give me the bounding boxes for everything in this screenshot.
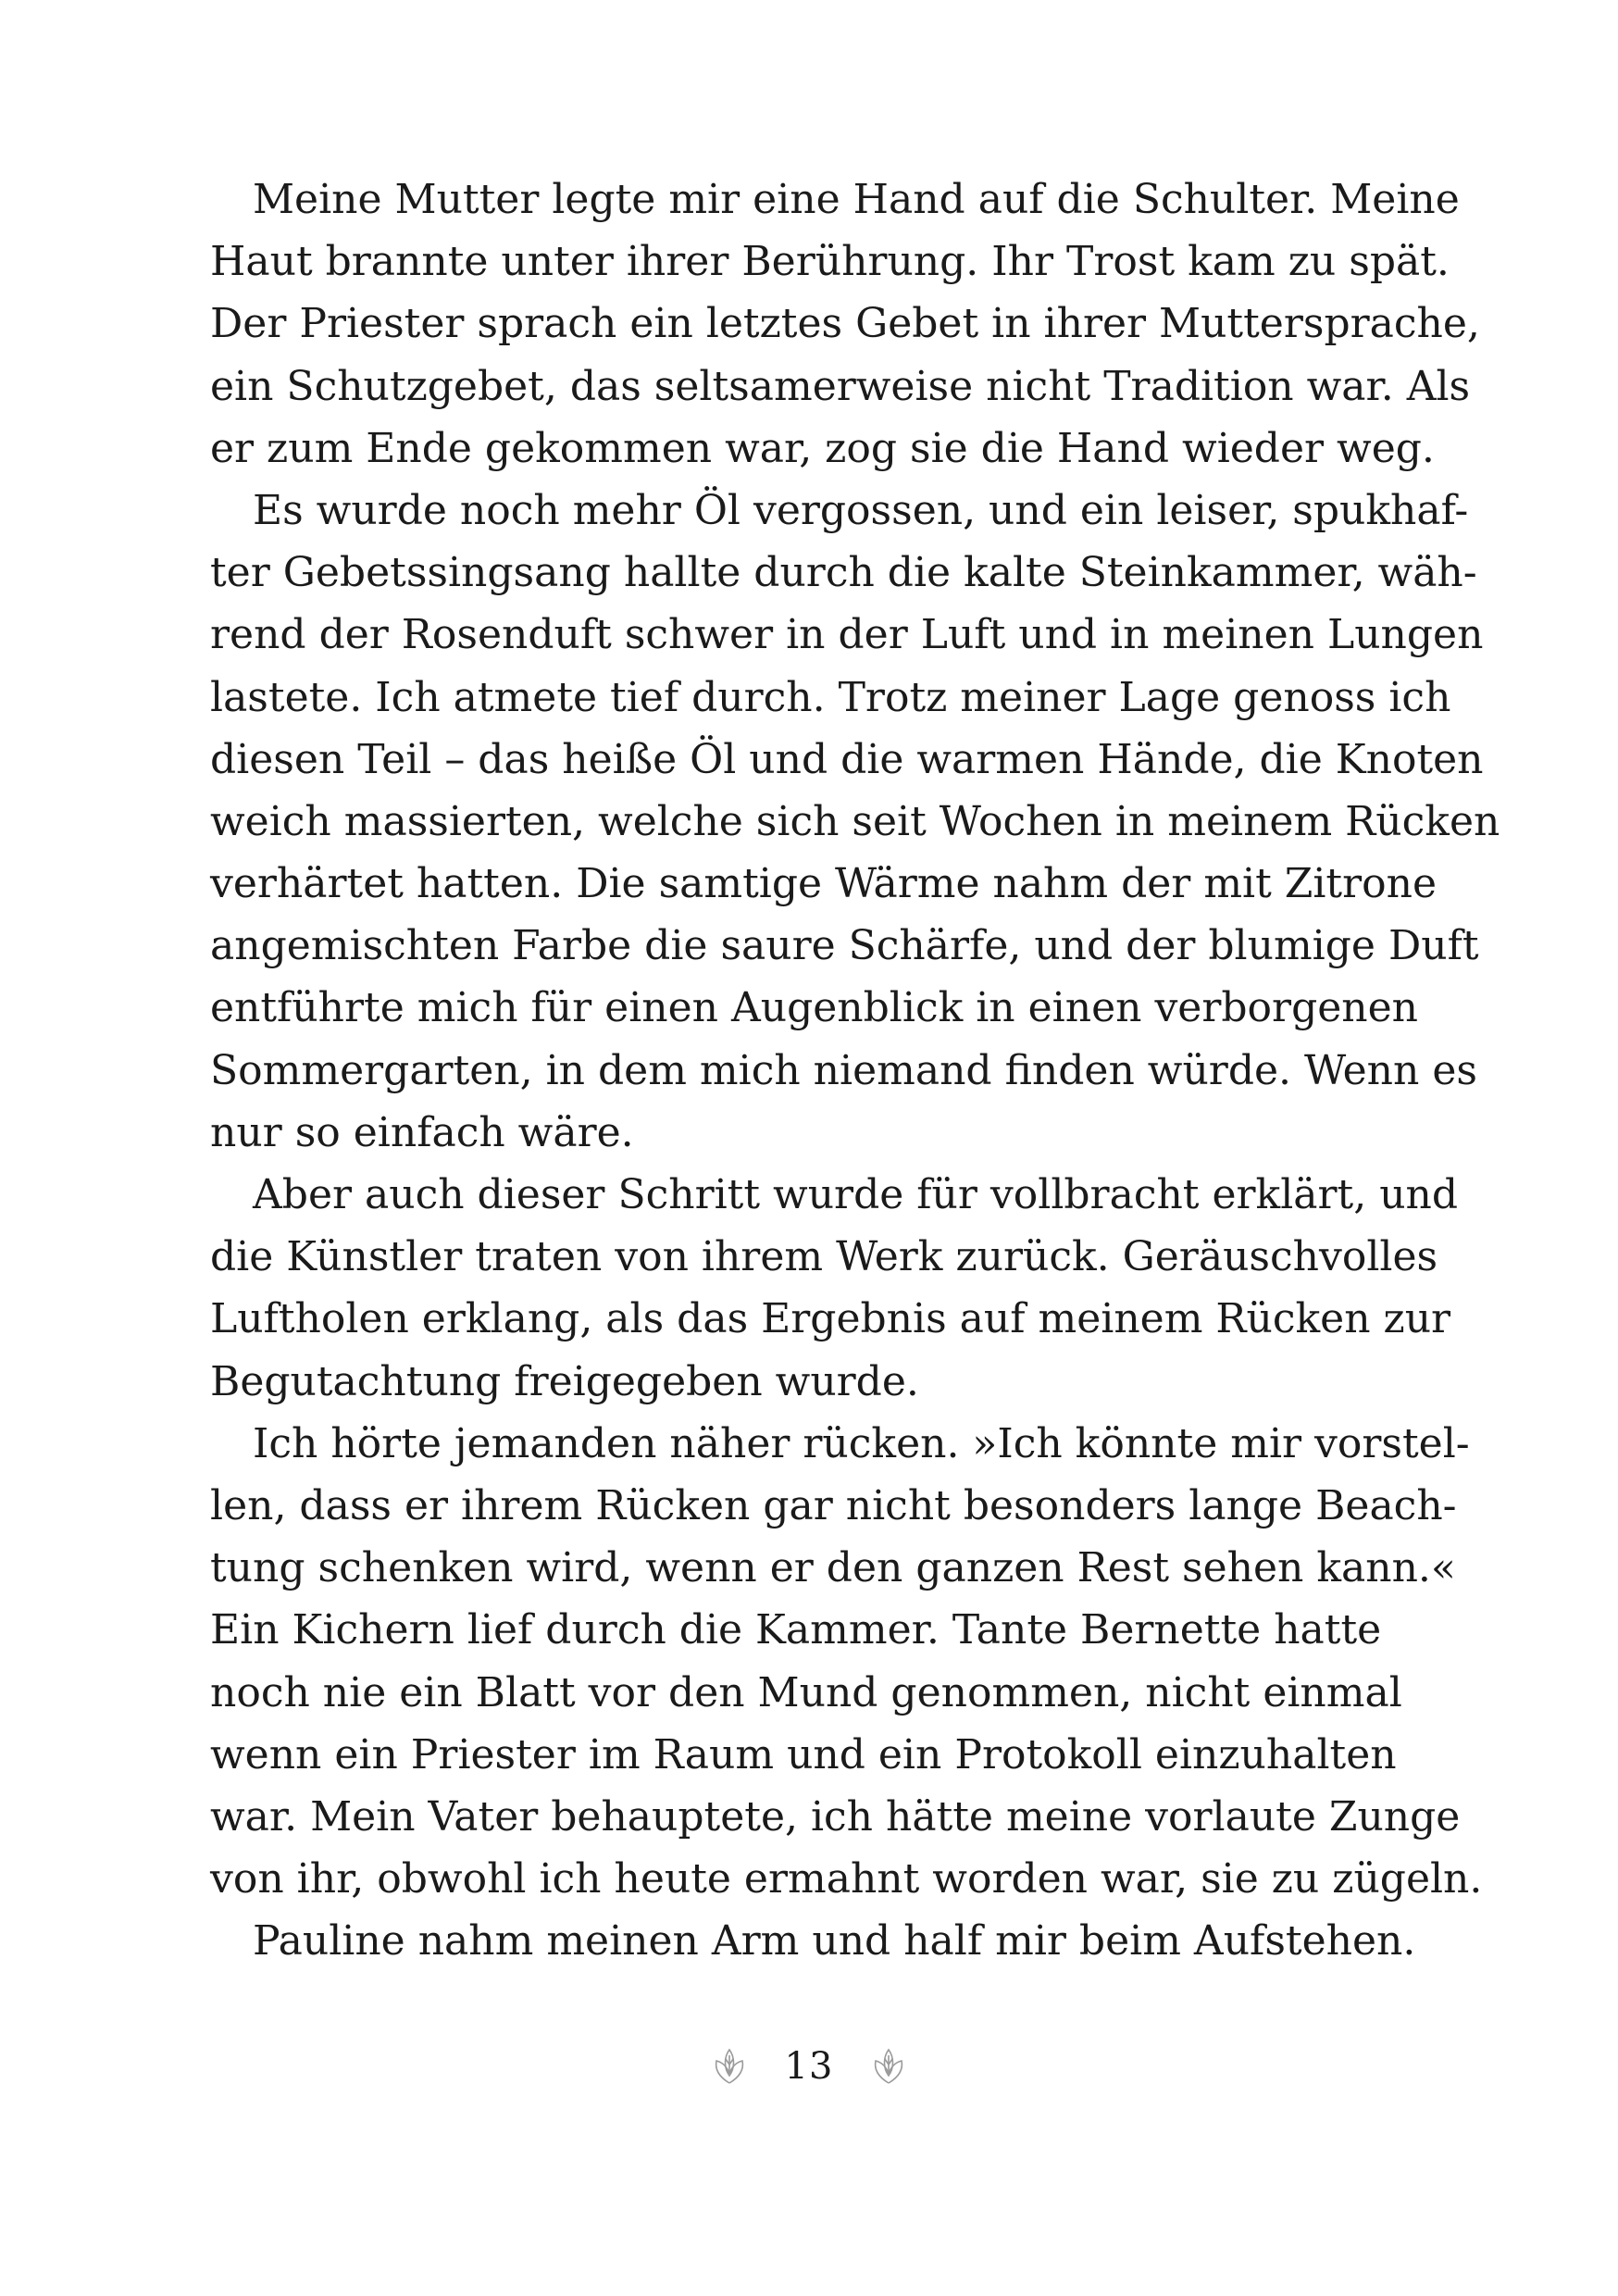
text-line: Haut brannte unter ihrer Berührung. Ihr Trost kam zu spät. [210, 238, 1450, 286]
text-line: die Künstler traten von ihrem Werk zurück. Geräuschvolles [210, 1233, 1438, 1281]
page-footer [0, 2029, 1618, 2103]
text-line: Begutachtung freigegeben wurde. [210, 1357, 919, 1405]
text-line: noch nie ein Blatt vor den Mund genommen, nicht einmal [210, 1668, 1402, 1716]
text-line: war. Mein Vater behauptete, ich hätte meine vorlaute Zunge [210, 1792, 1461, 1841]
paragraph [210, 480, 1500, 1164]
paragraph [210, 1164, 1459, 1413]
text-line: lastete. Ich atmete tief durch. Trotz meiner Lage genoss ich [210, 673, 1451, 721]
text-line: Luftholen erklang, als das Ergebnis auf meinem Rücken zur [210, 1295, 1451, 1343]
leaf-ornament-right-icon [866, 2044, 911, 2089]
text-line: Sommergarten, in dem mich niemand finden würde. Wenn es [210, 1046, 1477, 1094]
body-text [210, 168, 1500, 1972]
text-line: rend der Rosenduft schwer in der Luft und in meinen Lungen [210, 611, 1484, 659]
text-line: verhärtet hatten. Die samtige Wärme nahm der mit Zitrone [210, 860, 1438, 908]
text-line: entführte mich für einen Augenblick in einen verborgenen [210, 984, 1418, 1032]
text-line: Ich hörte jemanden näher rücken. »Ich könnte mir vorstel- [253, 1419, 1470, 1467]
paragraph [210, 1910, 1416, 1972]
text-line: tung schenken wird, wenn er den ganzen Rest sehen kann.« [210, 1544, 1456, 1592]
text-line: er zum Ende gekommen war, zog sie die Hand wieder weg. [210, 424, 1435, 472]
text-line: Der Priester sprach ein letztes Gebet in ihrer Muttersprache, [210, 300, 1480, 348]
text-line: angemischten Farbe die saure Schärfe, und der blumige Duft [210, 922, 1479, 970]
leaf-ornament-left-icon [707, 2044, 752, 2089]
text-line: von ihr, obwohl ich heute ermahnt worden war, sie zu zügeln. [210, 1855, 1483, 1903]
text-line: Es wurde noch mehr Öl vergossen, und ein leiser, spukhaf- [253, 486, 1469, 534]
text-line: Ein Kichern lief durch die Kammer. Tante Bernette hatte [210, 1606, 1382, 1654]
page-number: 13 [784, 2045, 834, 2088]
paragraph [210, 1413, 1483, 1911]
text-line: Meine Mutter legte mir eine Hand auf die Schulter. Meine [253, 176, 1460, 223]
text-line: Aber auch dieser Schritt wurde für vollbracht erklärt, und [253, 1171, 1459, 1218]
text-line: len, dass er ihrem Rücken gar nicht besonders lange Beach- [210, 1481, 1457, 1529]
text-line: Pauline nahm meinen Arm und half mir beim Aufstehen. [253, 1917, 1416, 1965]
text-line: diesen Teil – das heiße Öl und die warmen Hände, die Knoten [210, 735, 1484, 783]
text-line: wenn ein Priester im Raum und ein Protokoll einzuhalten [210, 1730, 1397, 1778]
text-line: nur so einfach wäre. [210, 1108, 634, 1156]
paragraph [210, 168, 1480, 480]
text-line: weich massierten, welche sich seit Wochen in meinem Rücken [210, 797, 1500, 845]
text-line: ein Schutzgebet, das seltsamerweise nicht Tradition war. Als [210, 362, 1471, 410]
text-line: ter Gebetssingsang hallte durch die kalte Steinkammer, wäh- [210, 549, 1477, 597]
